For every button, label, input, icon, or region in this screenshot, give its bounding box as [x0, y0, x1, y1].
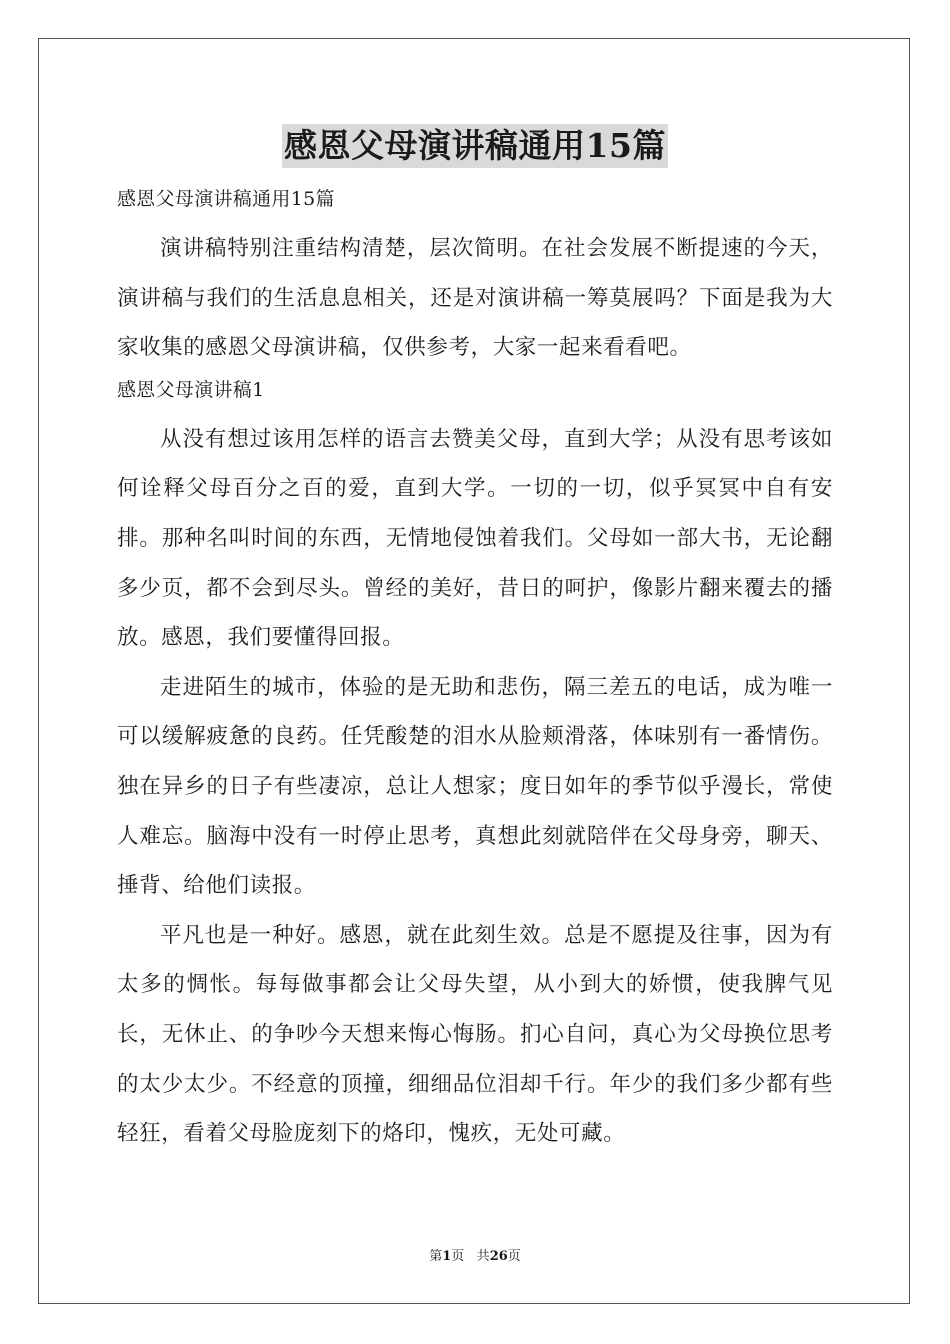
body-paragraph-3: 平凡也是一种好。感恩，就在此刻生效。总是不愿提及往事，因为有太多的惆怅。每每做事都会让父母失望，从小到大的娇惯，使我脾气见长，无休止、的争吵今天想来悔心悔肠。扪心自问，真心为父母换位思考的太少太少。不经意的顶撞，细细品位泪却千行。年少的我们多少都有些轻狂，看着父母脸庞刻下的烙印，愧疚，无处可藏。 — [117, 922, 833, 1147]
title-container — [0, 124, 950, 168]
total-prefix: 共 — [476, 1249, 490, 1264]
intro-paragraph: 演讲稿特别注重结构清楚，层次简明。在社会发展不断提速的今天，演讲稿与我们的生活息息相关，还是对演讲稿一筹莫展吗？下面是我为大家收集的感恩父母演讲稿，仅供参考，大家一起来看看吧。 — [117, 236, 833, 361]
body-paragraph-2: 走进陌生的城市，体验的是无助和悲伤，隔三差五的电话，成为唯一可以缓解疲惫的良药。任凭酸楚的泪水从脸颊滑落，体味别有一番情伤。独在异乡的日子有些凄凉，总让人想家；度日如年的季节似乎漫长，常使人难忘。脑海中没有一时停止思考，真想此刻就陪伴在父母身旁，聊天、捶背、给他们读报。 — [117, 674, 833, 899]
total-suffix: 页 — [507, 1249, 521, 1264]
document-subtitle: 感恩父母演讲稿通用15篇 — [117, 188, 335, 210]
document-body — [117, 182, 833, 1159]
document-title: 感恩父母演讲稿通用15篇 — [282, 124, 668, 168]
section-heading: 感恩父母演讲稿1 — [117, 378, 265, 401]
page-prefix: 第 — [429, 1249, 443, 1264]
page-number: 1 — [442, 1249, 452, 1264]
body-paragraph-1: 从没有想过该用怎样的语言去赞美父母，直到大学；从没有思考该如何诠释父母百分之百的爱，直到大学。一切的一切，似乎冥冥中自有安排。那种名叫时间的东西，无情地侵蚀着我们。父母如一部大书，无论翻多少页，都不会到尽头。曾经的美好，昔日的呵护，像影片翻来覆去的播放。感恩，我们要懂得回报。 — [117, 426, 833, 651]
page-suffix: 页 — [451, 1249, 465, 1264]
page-footer — [0, 1247, 950, 1267]
total-pages: 26 — [489, 1249, 508, 1264]
